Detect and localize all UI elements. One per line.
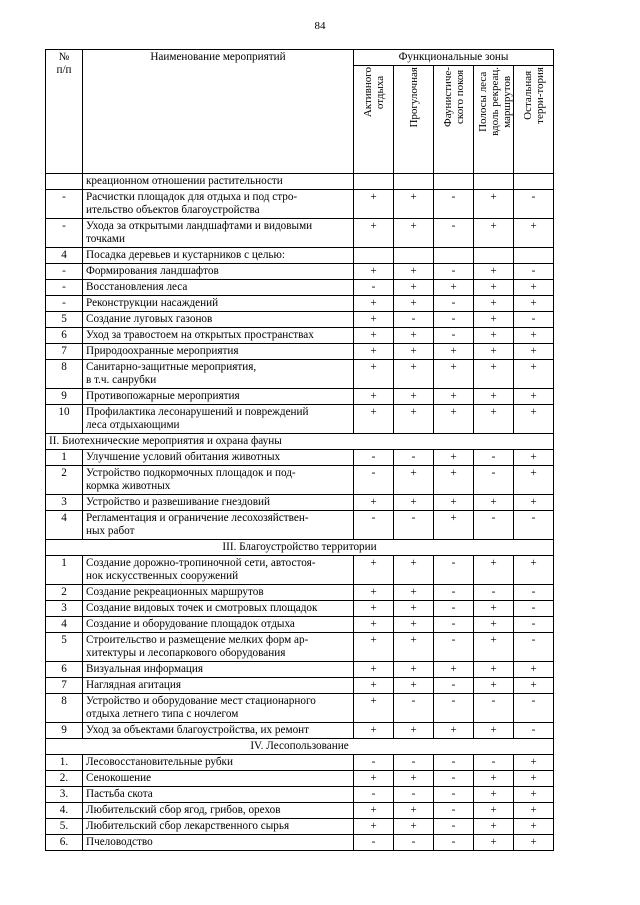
table-row (46, 787, 554, 803)
zone-mark: + (434, 450, 474, 466)
table-row (46, 723, 554, 739)
zone-mark: - (474, 466, 514, 495)
table-row (46, 678, 554, 694)
zone-mark: + (394, 389, 434, 405)
row-activity: Создание луговых газонов (83, 312, 354, 328)
zone-mark: + (474, 296, 514, 312)
zone-mark: + (514, 296, 554, 312)
zone-mark: + (474, 601, 514, 617)
zone-mark (514, 174, 554, 190)
zone-other (514, 66, 554, 174)
zone-mark: - (434, 787, 474, 803)
zone-mark: - (514, 264, 554, 280)
zone-mark (514, 248, 554, 264)
zone-mark: + (514, 662, 554, 678)
zone-mark: + (354, 219, 394, 248)
zone-mark: + (354, 405, 394, 434)
zone-mark: - (434, 633, 474, 662)
table-row (46, 312, 554, 328)
zone-mark: + (394, 296, 434, 312)
zone-mark: + (514, 787, 554, 803)
zone-mark: + (474, 771, 514, 787)
row-activity: Строительство и размещение мелких форм ар- хитектуры и лесопаркового оборудования (83, 633, 354, 662)
row-activity: Расчистки площадок для отдыха и под стро- ительство объектов благоустройства (83, 190, 354, 219)
zone-mark: - (434, 819, 474, 835)
row-activity: Профилактика лесонарушений и повреждений леса отдыхающими (83, 405, 354, 434)
table-row (46, 389, 554, 405)
zone-mark: + (434, 280, 474, 296)
zone-strips-label: Полосы леса вдоль рекреац. маршрутов (477, 67, 513, 136)
zone-mark: + (434, 405, 474, 434)
zone-mark: - (474, 585, 514, 601)
row-number: - (46, 219, 83, 248)
row-number: 1. (46, 755, 83, 771)
zone-mark: + (394, 585, 434, 601)
zone-mark: + (474, 723, 514, 739)
row-activity: Создание и оборудование площадок отдыха (83, 617, 354, 633)
zone-mark: - (434, 755, 474, 771)
zone-mark: + (394, 219, 434, 248)
row-number: 1 (46, 556, 83, 585)
section-row (46, 434, 554, 450)
zone-mark: + (394, 601, 434, 617)
zone-mark: - (514, 585, 554, 601)
table-row (46, 466, 554, 495)
zones-table (45, 49, 554, 851)
zone-mark: + (354, 723, 394, 739)
zone-mark: + (434, 360, 474, 389)
row-activity: креационном отношении растительности (83, 174, 354, 190)
zone-mark: + (434, 511, 474, 540)
row-activity: Любительский сбор ягод, грибов, орехов (83, 803, 354, 819)
row-number: 10 (46, 405, 83, 434)
row-activity: Уходa за открытыми ландшафтами и видовыми точками (83, 219, 354, 248)
zone-mark: - (434, 312, 474, 328)
header-zones: Функциональные зоны (354, 50, 554, 66)
zone-mark: + (394, 405, 434, 434)
zone-mark: + (514, 495, 554, 511)
zone-mark: - (354, 450, 394, 466)
zone-mark: + (474, 190, 514, 219)
zone-mark: - (394, 312, 434, 328)
zone-mark: - (434, 219, 474, 248)
row-activity: Регламентация и ограничение лесохозяйствен- ных работ (83, 511, 354, 540)
zone-mark: - (514, 723, 554, 739)
zone-mark: - (354, 755, 394, 771)
zone-mark (434, 248, 474, 264)
zone-mark (474, 174, 514, 190)
row-activity: Визуальная информация (83, 662, 354, 678)
zone-mark: - (514, 190, 554, 219)
row-activity: Устройство подкормочных площадок и под- кормка животных (83, 466, 354, 495)
zone-mark: + (394, 617, 434, 633)
row-activity: Пчеловодство (83, 835, 354, 851)
section-row (46, 739, 554, 755)
row-number: 5. (46, 819, 83, 835)
zone-mark: + (354, 190, 394, 219)
table-row (46, 755, 554, 771)
zone-mark: + (394, 819, 434, 835)
zone-mark: + (514, 405, 554, 434)
row-number: 4 (46, 617, 83, 633)
row-number: 3. (46, 787, 83, 803)
zone-mark: + (354, 296, 394, 312)
header-num-label: № п/п (56, 51, 72, 76)
zone-mark: + (474, 360, 514, 389)
row-number: - (46, 190, 83, 219)
zone-mark: + (354, 678, 394, 694)
zone-mark: + (434, 389, 474, 405)
zone-mark: + (474, 405, 514, 434)
row-number: 6 (46, 662, 83, 678)
zone-mark: + (354, 556, 394, 585)
zone-walking-label: Прогулочная (407, 67, 420, 128)
row-number: 6 (46, 328, 83, 344)
table-row (46, 835, 554, 851)
zone-mark: + (474, 344, 514, 360)
table-row (46, 617, 554, 633)
row-number: - (46, 296, 83, 312)
zone-mark (394, 174, 434, 190)
row-number: 9 (46, 723, 83, 739)
zone-mark: + (434, 723, 474, 739)
zone-mark: + (514, 819, 554, 835)
row-number: - (46, 280, 83, 296)
zone-mark (354, 248, 394, 264)
table-row (46, 694, 554, 723)
zone-strips (474, 66, 514, 174)
row-activity: Наглядная агитация (83, 678, 354, 694)
zone-mark: + (514, 755, 554, 771)
zone-mark: + (474, 328, 514, 344)
table-row (46, 633, 554, 662)
zone-mark: + (514, 556, 554, 585)
zone-mark: + (434, 344, 474, 360)
table-row (46, 771, 554, 787)
zone-mark: - (474, 450, 514, 466)
row-number: 8 (46, 360, 83, 389)
row-activity: Создание дорожно-тропиночной сети, автостоя- нок искусственных сооружений (83, 556, 354, 585)
zone-mark: - (434, 601, 474, 617)
row-number: 4 (46, 248, 83, 264)
zone-mark: + (354, 360, 394, 389)
row-activity: Улучшение условий обитания животных (83, 450, 354, 466)
zone-mark: + (474, 312, 514, 328)
zone-mark: + (514, 803, 554, 819)
zone-mark: - (514, 617, 554, 633)
zone-mark: + (394, 280, 434, 296)
table-row (46, 360, 554, 389)
zone-mark: + (434, 495, 474, 511)
row-number: 4 (46, 511, 83, 540)
zone-active (354, 66, 394, 174)
zone-mark: + (514, 678, 554, 694)
zone-mark: + (354, 662, 394, 678)
table-row (46, 280, 554, 296)
zone-mark: + (394, 678, 434, 694)
row-number: 1 (46, 450, 83, 466)
zone-mark: + (354, 771, 394, 787)
table-row (46, 405, 554, 434)
zone-mark: - (434, 264, 474, 280)
table-row (46, 556, 554, 585)
row-number: 8 (46, 694, 83, 723)
zone-mark: - (354, 511, 394, 540)
zone-mark: + (434, 466, 474, 495)
zone-active-label: Активного отдыха (361, 67, 386, 118)
zone-other-label: Остальная терри-тория (521, 67, 546, 124)
zone-mark: + (354, 312, 394, 328)
zone-fauna (434, 66, 474, 174)
row-activity: Восстановления леса (83, 280, 354, 296)
zone-mark: - (434, 296, 474, 312)
zone-mark: + (354, 264, 394, 280)
zone-mark: - (394, 450, 434, 466)
row-number: 4. (46, 803, 83, 819)
zone-mark: + (354, 601, 394, 617)
row-number: 5 (46, 312, 83, 328)
zone-fauna-label: Фаунистиче- ского покоя (441, 67, 466, 127)
zone-mark: + (394, 360, 434, 389)
zone-mark: + (474, 264, 514, 280)
zone-mark: + (354, 585, 394, 601)
zone-mark: + (394, 495, 434, 511)
row-number: 2 (46, 466, 83, 495)
zone-mark: - (394, 694, 434, 723)
zone-mark: + (474, 819, 514, 835)
zone-mark: + (394, 633, 434, 662)
zone-mark: - (434, 585, 474, 601)
row-activity: Посадка деревьев и кустарников с целью: (83, 248, 354, 264)
zone-mark: + (394, 190, 434, 219)
row-activity: Пастьба скота (83, 787, 354, 803)
section-title: III. Благоустройство территории (46, 540, 554, 556)
zone-mark: + (354, 344, 394, 360)
zone-mark: + (474, 835, 514, 851)
zone-mark (354, 174, 394, 190)
zone-mark: - (514, 633, 554, 662)
table-row (46, 585, 554, 601)
zone-mark: - (474, 511, 514, 540)
zone-mark: + (354, 495, 394, 511)
zone-mark: + (354, 819, 394, 835)
page-number: 84 (314, 20, 326, 32)
zone-mark: + (514, 835, 554, 851)
zone-mark: + (394, 662, 434, 678)
table-row (46, 662, 554, 678)
zone-mark: + (394, 328, 434, 344)
zone-mark (394, 248, 434, 264)
row-activity: Создание видовых точек и смотровых площадок (83, 601, 354, 617)
row-number: - (46, 264, 83, 280)
row-activity: Санитарно-защитные мероприятия, в т.ч. санрубки (83, 360, 354, 389)
row-number: 2 (46, 585, 83, 601)
zone-mark: - (474, 755, 514, 771)
zone-mark: - (514, 312, 554, 328)
zone-mark: + (474, 662, 514, 678)
table-row (46, 328, 554, 344)
zone-mark: + (394, 556, 434, 585)
table-row (46, 174, 554, 190)
zone-mark: + (394, 803, 434, 819)
zone-mark: + (474, 787, 514, 803)
row-number: 7 (46, 344, 83, 360)
zone-mark: - (394, 511, 434, 540)
zone-mark: - (434, 835, 474, 851)
zone-mark: + (354, 328, 394, 344)
row-number: 7 (46, 678, 83, 694)
row-number: 2. (46, 771, 83, 787)
row-activity: Создание рекреационных маршрутов (83, 585, 354, 601)
table-row (46, 296, 554, 312)
table-row (46, 264, 554, 280)
zone-mark: + (434, 662, 474, 678)
zone-mark: + (514, 344, 554, 360)
row-number: 9 (46, 389, 83, 405)
zone-mark: - (474, 694, 514, 723)
zone-mark: + (474, 495, 514, 511)
zone-mark: + (514, 219, 554, 248)
table-row (46, 819, 554, 835)
zone-mark: + (354, 617, 394, 633)
row-number: 6. (46, 835, 83, 851)
zone-mark: + (474, 280, 514, 296)
zone-mark: + (394, 466, 434, 495)
zone-mark: - (434, 803, 474, 819)
zone-walking (394, 66, 434, 174)
zone-mark: + (354, 633, 394, 662)
zone-mark: - (434, 694, 474, 723)
row-activity: Реконструкции насаждений (83, 296, 354, 312)
zone-mark: - (434, 771, 474, 787)
zone-mark: - (434, 678, 474, 694)
zone-mark: + (514, 450, 554, 466)
zone-mark: + (474, 803, 514, 819)
section-title: II. Биотехнические мероприятия и охрана фауны (46, 434, 554, 450)
zone-mark: + (474, 556, 514, 585)
row-activity: Устройство и развешивание гнездовий (83, 495, 354, 511)
row-number: 5 (46, 633, 83, 662)
zone-mark: + (474, 219, 514, 248)
row-activity: Уход за объектами благоустройства, их ремонт (83, 723, 354, 739)
table-row (46, 219, 554, 248)
zone-mark: + (394, 344, 434, 360)
header-name: Наименование мероприятий (83, 50, 354, 174)
row-activity: Устройство и оборудование мест стационарного отдыха летнего типа с ночлегом (83, 694, 354, 723)
section-title: IV. Лесопользование (46, 739, 554, 755)
zone-mark: - (354, 280, 394, 296)
zone-mark: + (474, 633, 514, 662)
zone-mark: + (394, 771, 434, 787)
zone-mark: + (354, 389, 394, 405)
zone-mark: - (434, 190, 474, 219)
table-row (46, 248, 554, 264)
table-row (46, 450, 554, 466)
row-activity: Уход за травостоем на открытых пространствах (83, 328, 354, 344)
header-num (46, 50, 83, 174)
zone-mark: + (514, 360, 554, 389)
zone-mark: - (514, 694, 554, 723)
zone-mark (474, 248, 514, 264)
zone-mark: - (354, 787, 394, 803)
table-body (46, 174, 554, 851)
zone-mark: + (514, 466, 554, 495)
zone-mark: - (434, 617, 474, 633)
zone-mark: + (514, 389, 554, 405)
zone-mark: + (394, 723, 434, 739)
zone-mark: + (514, 328, 554, 344)
section-row (46, 540, 554, 556)
zone-mark: + (474, 617, 514, 633)
table-row (46, 190, 554, 219)
zone-mark (434, 174, 474, 190)
table-row (46, 803, 554, 819)
table-row (46, 601, 554, 617)
row-activity: Любительский сбор лекарственного сырья (83, 819, 354, 835)
zone-mark: + (354, 803, 394, 819)
zone-mark: + (514, 771, 554, 787)
zone-mark: - (514, 511, 554, 540)
table-row (46, 511, 554, 540)
row-number: 3 (46, 495, 83, 511)
zone-mark: + (514, 280, 554, 296)
zone-mark: + (394, 264, 434, 280)
zone-mark: - (394, 787, 434, 803)
zone-mark: - (434, 556, 474, 585)
zone-mark: - (514, 601, 554, 617)
table-row (46, 344, 554, 360)
row-activity: Лесовосстановительные рубки (83, 755, 354, 771)
row-activity: Формирования ландшафтов (83, 264, 354, 280)
row-activity: Сенокошение (83, 771, 354, 787)
zone-mark: + (474, 389, 514, 405)
zone-mark: - (394, 755, 434, 771)
row-activity: Природоохранные мероприятия (83, 344, 354, 360)
zone-mark: - (354, 466, 394, 495)
zone-mark: + (474, 678, 514, 694)
table-header (46, 50, 554, 174)
zone-mark: - (394, 835, 434, 851)
row-number (46, 174, 83, 190)
zone-mark: - (434, 328, 474, 344)
zone-mark: + (354, 694, 394, 723)
table-row (46, 495, 554, 511)
row-number: 3 (46, 601, 83, 617)
zone-mark: - (354, 835, 394, 851)
row-activity: Противопожарные мероприятия (83, 389, 354, 405)
